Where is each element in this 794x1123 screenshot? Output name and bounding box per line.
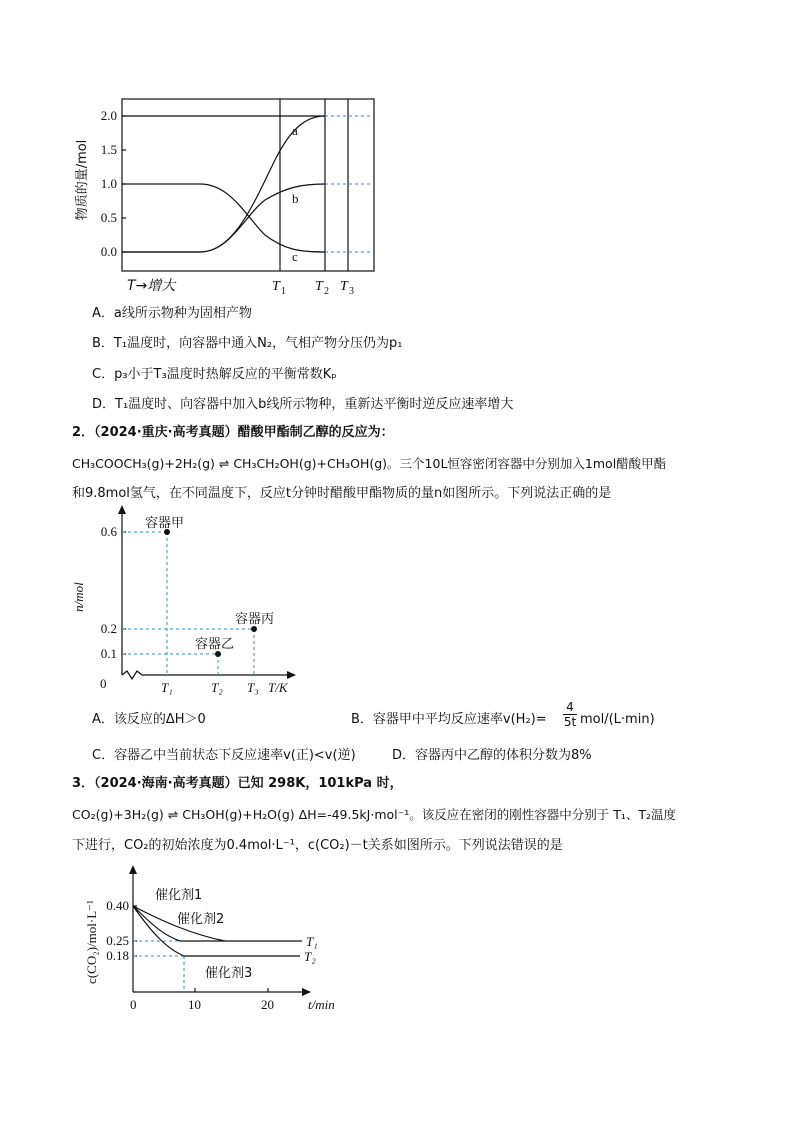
figure-3-chart [0,860,794,1040]
fig1-xlabel: T→增大 [127,278,176,294]
fig3-xtick: 20 [261,997,274,1012]
q3-stem: 3．（2024·海南·高考真题）已知 298K，101kPa 时， [72,776,403,791]
fig1-T1-sub: 1 [281,286,286,297]
figure-2-chart [0,505,794,705]
fig1-ylabel: 物质的量/mol [75,139,90,221]
fig1-T2-sub: 2 [324,286,329,297]
q1-option-b: B．T₁温度时，向容器中通入N₂，气相产物分压仍为p₁ [92,336,403,351]
fig3-xtick: 10 [188,997,201,1012]
q1-option-c: C．p₃小于T₃温度时热解反应的平衡常数Kₚ [92,367,337,382]
fig1-T2-label: T [315,279,323,294]
q3-line3: 下进行，CO₂的初始浓度为0.4mol·L⁻¹，c(CO₂)－t关系如图所示。下列说法错误的是 [72,838,563,853]
q2-equation: CH₃COOCH₃(g)+2H₂(g) ⇌ CH₃CH₂OH(g)+CH₃OH(g)。三个10L恒容密闭容器中分别加入1mol醋酸甲酯 [72,456,667,471]
fig2-ytick: 0.1 [100,646,117,661]
fig1-label-a: a [292,123,298,138]
q2-option-d: D．容器丙中乙醇的体积分数为8% [392,748,592,763]
fig2-label-yi: 容器乙 [195,637,235,652]
q3-equation: CO₂(g)+3H₂(g) ⇌ CH₃OH(g)+H₂O(g) ΔH=-49.5kJ·mol⁻¹。该反应在密闭的刚性容器中分别于 T₁、T₂温度 [72,807,676,822]
fig1-ytick: 0.5 [100,210,117,225]
fig1-ytick: 1.0 [100,176,117,191]
fig1-T3-sub: 3 [349,286,354,297]
fig1-T3-label: T [340,279,348,294]
fig1-T1-label: T [272,279,280,294]
q2-option-b: B．容器甲中平均反应速率v(H₂)= [351,712,547,727]
fig1-label-c: c [292,249,298,264]
q2-stem: 2．（2024·重庆·高考真题）醋酸甲酯制乙醇的反应为： [72,425,394,440]
fig1-ytick: 0.0 [100,244,117,259]
q2-fraction-numerator: 4 [566,700,574,714]
fig3-origin: 0 [130,997,137,1012]
fig2-origin: 0 [100,676,107,691]
fig3-label-T2: T₂ [304,949,316,964]
fig2-ylabel: n/mol [71,582,86,612]
fig3-label-T1: T₁ [306,934,318,949]
fig1-frame [122,99,374,271]
q2-option-c: C．容器乙中当前状态下反应速率v(正)<v(逆) [92,748,356,763]
fig1-ytick: 1.5 [100,142,117,157]
fig3-label-catalyst1: 催化剂1 [155,888,203,903]
fig3-label-catalyst3: 催化剂3 [205,966,253,981]
fig2-ytick: 0.6 [100,524,117,539]
fig3-label-catalyst2: 催化剂2 [177,912,225,927]
fig2-xlabel: T/K [268,680,288,695]
fig2-label-bing: 容器丙 [235,612,275,627]
q2-line3: 和9.8mol氢气，在不同温度下，反应t分钟时醋酸甲酯物质的量n如图所示。下列说法正确的是 [72,486,612,501]
q1-option-a: A．a线所示物种为固相产物 [92,306,252,321]
fig2-xtick: T₃ [247,680,259,695]
fig3-ytick: 0.18 [106,948,129,963]
figure-1-chart [0,0,794,300]
fig2-xtick: T₁ [161,680,173,695]
q2-option-b-fraction [563,700,577,729]
fig1-label-b: b [292,191,299,206]
q2-fraction-denominator: 5t [563,715,577,729]
fig3-xlabel: t/min [308,997,335,1012]
fig2-x-axis [122,671,290,679]
fig1-ytick: 2.0 [100,108,117,123]
fig3-ylabel: c(CO₂)/mol·L⁻¹ [84,900,99,984]
q2-option-a: A．该反应的ΔH＞0 [92,712,206,727]
fig3-ytick: 0.25 [106,933,129,948]
q2-option-b-unit: mol/(L·min) [580,712,655,727]
q1-option-d: D．T₁温度时、向容器中加入b线所示物种，重新达平衡时逆反应速率增大 [92,397,514,412]
fig2-xtick: T₂ [211,680,223,695]
fig2-ytick: 0.2 [100,621,117,636]
fig2-label-jia: 容器甲 [145,516,185,531]
fig3-ytick: 0.40 [106,898,129,913]
